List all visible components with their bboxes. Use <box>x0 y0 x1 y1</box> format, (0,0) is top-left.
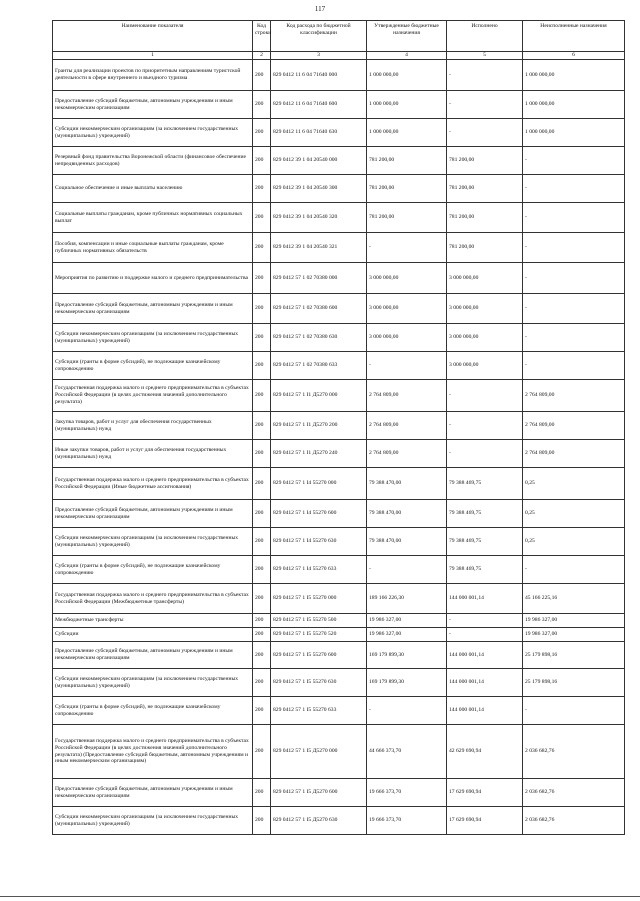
executed-amount-cell: 144 000 001,14 <box>447 642 523 669</box>
indicator-name-cell: Государственная поддержка малого и среднего предпринимательства в субъектах Российской Федерации (Межбюджетные трансферты) <box>53 584 253 614</box>
line-code-cell: 200 <box>253 697 271 725</box>
expense-code-cell: 829 0412 57 1 I4 55270 600 <box>271 500 367 528</box>
executed-amount-cell: - <box>447 91 523 119</box>
line-code-cell: 200 <box>253 614 271 628</box>
expense-code-cell: 829 0412 39 1 04 20540 300 <box>271 175 367 203</box>
table-row <box>53 556 625 584</box>
table-row <box>53 528 625 556</box>
table-row <box>53 380 625 412</box>
expense-code-cell: 829 0412 57 1 I1 Д5270 000 <box>271 380 367 412</box>
unexecuted-amount-cell: 2 764 809,00 <box>523 440 625 468</box>
approved-amount-cell: 189 166 226,30 <box>367 584 447 614</box>
expense-code-cell: 829 0412 39 1 04 20540 320 <box>271 203 367 233</box>
approved-amount-cell: 169 179 899,30 <box>367 642 447 669</box>
unexecuted-amount-cell: - <box>523 556 625 584</box>
approved-amount-cell: 79 388 470,00 <box>367 500 447 528</box>
approved-amount-cell: 19 666 373,70 <box>367 779 447 807</box>
line-code-cell: 200 <box>253 412 271 440</box>
line-code-cell: 200 <box>253 91 271 119</box>
line-code-cell: 200 <box>253 263 271 294</box>
indicator-name-cell: Субсидии (гранты в форме субсидий), не подлежащие казначейскому сопровождению <box>53 352 253 380</box>
approved-amount-cell: 2 764 809,00 <box>367 380 447 412</box>
executed-amount-cell: 781 200,00 <box>447 203 523 233</box>
expense-code-cell: 829 0412 57 1 I5 55270 000 <box>271 584 367 614</box>
expense-code-cell: 829 0412 11 6 04 71640 600 <box>271 91 367 119</box>
budget-execution-table <box>52 20 625 835</box>
indicator-name-cell: Предоставление субсидий бюджетным, автономным учреждениям и иным некоммерческим организациям <box>53 500 253 528</box>
expense-code-cell: 829 0412 57 1 I5 55270 633 <box>271 697 367 725</box>
line-code-cell: 200 <box>253 119 271 147</box>
indicator-name-cell: Предоставление субсидий бюджетным, автономным учреждениям и иным некоммерческим организациям <box>53 779 253 807</box>
table-row <box>53 352 625 380</box>
unexecuted-amount-cell: - <box>523 233 625 263</box>
expense-code-cell: 829 0412 11 6 04 71640 630 <box>271 119 367 147</box>
table-row <box>53 294 625 324</box>
indicator-name-cell: Предоставление субсидий бюджетным, автономным учреждениям и иным некоммерческим организациям <box>53 294 253 324</box>
indicator-name-cell: Государственная поддержка малого и среднего предпринимательства в субъектах Российской Федерации (в целях достижения значений дополнительного результата) <box>53 380 253 412</box>
table-row <box>53 91 625 119</box>
approved-amount-cell: 79 388 470,00 <box>367 528 447 556</box>
table-row <box>53 119 625 147</box>
indicator-name-cell: Субсидии (гранты в форме субсидий), не подлежащие казначейскому сопровождению <box>53 697 253 725</box>
line-code-cell: 200 <box>253 669 271 697</box>
approved-amount-cell: 169 179 899,30 <box>367 669 447 697</box>
approved-amount-cell: 3 000 000,00 <box>367 263 447 294</box>
approved-amount-cell: 2 764 809,00 <box>367 412 447 440</box>
table-row <box>53 440 625 468</box>
table-row <box>53 697 625 725</box>
column-number: 1 <box>53 52 253 60</box>
unexecuted-amount-cell: 1 000 000,00 <box>523 119 625 147</box>
approved-amount-cell: 2 764 809,00 <box>367 440 447 468</box>
executed-amount-cell: 144 000 001,14 <box>447 584 523 614</box>
page-number: 117 <box>314 5 326 13</box>
executed-amount-cell: 17 629 690,94 <box>447 807 523 835</box>
executed-amount-cell: - <box>447 614 523 628</box>
expense-code-cell: 829 0412 57 1 I5 55270 500 <box>271 614 367 628</box>
indicator-name-cell: Социальные выплаты гражданам, кроме публичных нормативных социальных выплат <box>53 203 253 233</box>
indicator-name-cell: Мероприятия по развитию и поддержке малого и среднего предпринимательства <box>53 263 253 294</box>
expense-code-cell: 829 0412 57 1 I5 Д5270 600 <box>271 779 367 807</box>
table-row <box>53 468 625 500</box>
executed-amount-cell: 42 629 690,94 <box>447 725 523 779</box>
expense-code-cell: 829 0412 57 1 02 70380 600 <box>271 294 367 324</box>
unexecuted-amount-cell: 1 000 000,00 <box>523 91 625 119</box>
indicator-name-cell: Иные закупки товаров, работ и услуг для обеспечения государственных (муниципальных) нужд <box>53 440 253 468</box>
executed-amount-cell: 3 000 000,00 <box>447 294 523 324</box>
unexecuted-amount-cell: - <box>523 203 625 233</box>
executed-amount-cell: 79 388 469,75 <box>447 500 523 528</box>
approved-amount-cell: 19 986 327,00 <box>367 628 447 642</box>
line-code-cell: 200 <box>253 779 271 807</box>
executed-amount-cell: - <box>447 380 523 412</box>
indicator-name-cell: Предоставление субсидий бюджетным, автономным учреждениям и иным некоммерческим организациям <box>53 642 253 669</box>
executed-amount-cell: 781 200,00 <box>447 233 523 263</box>
indicator-name-cell: Государственная поддержка малого и среднего предпринимательства в субъектах Российской Федерации (в целях достижения значений дополнительного результата) (Предоставление субсидий бюджетным, автономным учреждениям и иным некоммерческим организациям) <box>53 725 253 779</box>
executed-amount-cell: 3 000 000,00 <box>447 324 523 352</box>
indicator-name-cell: Гранты для реализации проектов по приоритетным направлениям туристской деятельности в сфере внутреннего и въездного туризма <box>53 60 253 91</box>
executed-amount-cell: - <box>447 412 523 440</box>
approved-amount-cell: - <box>367 352 447 380</box>
unexecuted-amount-cell: 1 000 000,00 <box>523 60 625 91</box>
unexecuted-amount-cell: 19 986 327,00 <box>523 614 625 628</box>
page-bottom-divider <box>0 896 640 897</box>
table-row <box>53 725 625 779</box>
header-unexecuted: Неисполненные назначения <box>523 21 625 52</box>
unexecuted-amount-cell: 19 986 327,00 <box>523 628 625 642</box>
approved-amount-cell: 781 200,00 <box>367 203 447 233</box>
executed-amount-cell: 3 000 000,00 <box>447 352 523 380</box>
line-code-cell: 200 <box>253 500 271 528</box>
executed-amount-cell: 781 200,00 <box>447 175 523 203</box>
expense-code-cell: 829 0412 57 1 I1 Д5270 240 <box>271 440 367 468</box>
unexecuted-amount-cell: 25 179 898,16 <box>523 669 625 697</box>
column-number: 4 <box>367 52 447 60</box>
table-row <box>53 263 625 294</box>
executed-amount-cell: - <box>447 440 523 468</box>
approved-amount-cell: 3 000 000,00 <box>367 294 447 324</box>
expense-code-cell: 829 0412 57 1 I5 Д5270 630 <box>271 807 367 835</box>
approved-amount-cell: 1 000 000,00 <box>367 91 447 119</box>
expense-code-cell: 829 0412 57 1 I5 55270 600 <box>271 642 367 669</box>
line-code-cell: 200 <box>253 528 271 556</box>
line-code-cell: 200 <box>253 725 271 779</box>
approved-amount-cell: 79 388 470,00 <box>367 468 447 500</box>
indicator-name-cell: Предоставление субсидий бюджетным, автономным учреждениям и иным некоммерческим организациям <box>53 91 253 119</box>
table-row <box>53 642 625 669</box>
header-executed: Исполнено <box>447 21 523 52</box>
unexecuted-amount-cell: 0,25 <box>523 468 625 500</box>
expense-code-cell: 829 0412 57 1 I4 55270 630 <box>271 528 367 556</box>
table-body <box>53 60 625 835</box>
column-number: 5 <box>447 52 523 60</box>
indicator-name-cell: Субсидии (гранты в форме субсидий), не подлежащие казначейскому сопровождению <box>53 556 253 584</box>
column-number: 6 <box>523 52 625 60</box>
approved-amount-cell: 3 000 000,00 <box>367 324 447 352</box>
executed-amount-cell: 781 200,00 <box>447 147 523 175</box>
line-code-cell: 200 <box>253 175 271 203</box>
unexecuted-amount-cell: 0,25 <box>523 500 625 528</box>
indicator-name-cell: Государственная поддержка малого и среднего предпринимательства в субъектах Российской Федерации (Иные бюджетные ассигнования) <box>53 468 253 500</box>
table-row <box>53 500 625 528</box>
unexecuted-amount-cell: - <box>523 147 625 175</box>
executed-amount-cell: 3 000 000,00 <box>447 263 523 294</box>
expense-code-cell: 829 0412 57 1 I5 55270 520 <box>271 628 367 642</box>
executed-amount-cell: 79 388 469,75 <box>447 556 523 584</box>
executed-amount-cell: - <box>447 119 523 147</box>
line-code-cell: 200 <box>253 556 271 584</box>
table-row <box>53 175 625 203</box>
approved-amount-cell: - <box>367 697 447 725</box>
approved-amount-cell: 1 000 000,00 <box>367 60 447 91</box>
executed-amount-cell: 79 388 469,75 <box>447 528 523 556</box>
executed-amount-cell: 17 629 690,94 <box>447 779 523 807</box>
line-code-cell: 200 <box>253 380 271 412</box>
table-row <box>53 614 625 628</box>
line-code-cell: 200 <box>253 203 271 233</box>
unexecuted-amount-cell: 45 166 225,16 <box>523 584 625 614</box>
approved-amount-cell: 19 986 327,00 <box>367 614 447 628</box>
table-row <box>53 412 625 440</box>
expense-code-cell: 829 0412 57 1 I5 Д5270 000 <box>271 725 367 779</box>
line-code-cell: 200 <box>253 584 271 614</box>
approved-amount-cell: 781 200,00 <box>367 175 447 203</box>
executed-amount-cell: 79 388 469,75 <box>447 468 523 500</box>
header-approved: Утвержденные бюджетные назначения <box>367 21 447 52</box>
table-row <box>53 779 625 807</box>
unexecuted-amount-cell: 25 179 898,16 <box>523 642 625 669</box>
unexecuted-amount-cell: 2 036 682,76 <box>523 725 625 779</box>
unexecuted-amount-cell: - <box>523 263 625 294</box>
unexecuted-amount-cell: - <box>523 324 625 352</box>
expense-code-cell: 829 0412 57 1 I4 55270 633 <box>271 556 367 584</box>
expense-code-cell: 829 0412 57 1 I5 55270 630 <box>271 669 367 697</box>
unexecuted-amount-cell: - <box>523 697 625 725</box>
line-code-cell: 200 <box>253 147 271 175</box>
expense-code-cell: 829 0412 57 1 I1 Д5270 200 <box>271 412 367 440</box>
header-row <box>53 21 625 52</box>
indicator-name-cell: Субсидии некоммерческим организациям (за исключением государственных (муниципальных) учреждений) <box>53 119 253 147</box>
indicator-name-cell: Субсидии некоммерческим организациям (за исключением государственных (муниципальных) учреждений) <box>53 324 253 352</box>
approved-amount-cell: 44 666 373,70 <box>367 725 447 779</box>
indicator-name-cell: Резервный фонд правительства Воронежской области (финансовое обеспечение непредвиденных расходов) <box>53 147 253 175</box>
unexecuted-amount-cell: - <box>523 352 625 380</box>
executed-amount-cell: - <box>447 628 523 642</box>
column-number-row <box>53 52 625 60</box>
line-code-cell: 200 <box>253 60 271 91</box>
expense-code-cell: 829 0412 57 1 02 70380 633 <box>271 352 367 380</box>
line-code-cell: 200 <box>253 468 271 500</box>
table-row <box>53 324 625 352</box>
column-number: 3 <box>271 52 367 60</box>
unexecuted-amount-cell: 0,25 <box>523 528 625 556</box>
line-code-cell: 200 <box>253 352 271 380</box>
approved-amount-cell: - <box>367 233 447 263</box>
table-row <box>53 669 625 697</box>
line-code-cell: 200 <box>253 324 271 352</box>
approved-amount-cell: 781 200,00 <box>367 147 447 175</box>
indicator-name-cell: Субсидии некоммерческим организациям (за исключением государственных (муниципальных) учреждений) <box>53 669 253 697</box>
executed-amount-cell: 144 000 001,14 <box>447 697 523 725</box>
indicator-name-cell: Закупка товаров, работ и услуг для обеспечения государственных (муниципальных) нужд <box>53 412 253 440</box>
line-code-cell: 200 <box>253 628 271 642</box>
table-row <box>53 147 625 175</box>
executed-amount-cell: - <box>447 60 523 91</box>
expense-code-cell: 829 0412 57 1 I4 55270 000 <box>271 468 367 500</box>
expense-code-cell: 829 0412 57 1 02 70380 630 <box>271 324 367 352</box>
indicator-name-cell: Социальное обеспечение и иные выплаты населению <box>53 175 253 203</box>
table-row <box>53 807 625 835</box>
approved-amount-cell: 1 000 000,00 <box>367 119 447 147</box>
executed-amount-cell: 144 000 001,14 <box>447 669 523 697</box>
expense-code-cell: 829 0412 57 1 02 70380 000 <box>271 263 367 294</box>
unexecuted-amount-cell: 2 036 682,76 <box>523 807 625 835</box>
header-line-code: Код строки <box>253 21 271 52</box>
unexecuted-amount-cell: - <box>523 294 625 324</box>
unexecuted-amount-cell: 2 764 809,00 <box>523 412 625 440</box>
approved-amount-cell: - <box>367 556 447 584</box>
unexecuted-amount-cell: 2 764 809,00 <box>523 380 625 412</box>
expense-code-cell: 829 0412 11 6 04 71640 000 <box>271 60 367 91</box>
unexecuted-amount-cell: - <box>523 175 625 203</box>
line-code-cell: 200 <box>253 233 271 263</box>
indicator-name-cell: Субсидии <box>53 628 253 642</box>
table-row <box>53 233 625 263</box>
indicator-name-cell: Межбюджетные трансферты <box>53 614 253 628</box>
table-row <box>53 203 625 233</box>
expense-code-cell: 829 0412 39 1 04 20540 321 <box>271 233 367 263</box>
line-code-cell: 200 <box>253 807 271 835</box>
indicator-name-cell: Пособия, компенсации и иные социальные выплаты гражданам, кроме публичных нормативных обязательств <box>53 233 253 263</box>
header-expense-code: Код расхода по бюджетной классификации <box>271 21 367 52</box>
line-code-cell: 200 <box>253 440 271 468</box>
unexecuted-amount-cell: 2 036 682,76 <box>523 779 625 807</box>
line-code-cell: 200 <box>253 642 271 669</box>
expense-code-cell: 829 0412 39 1 04 20540 000 <box>271 147 367 175</box>
column-number: 2 <box>253 52 271 60</box>
table-row <box>53 628 625 642</box>
line-code-cell: 200 <box>253 294 271 324</box>
approved-amount-cell: 19 666 373,70 <box>367 807 447 835</box>
table-row <box>53 584 625 614</box>
table-row <box>53 60 625 91</box>
indicator-name-cell: Субсидии некоммерческим организациям (за исключением государственных (муниципальных) учреждений) <box>53 528 253 556</box>
header-indicator-name: Наименование показателя <box>53 21 253 52</box>
indicator-name-cell: Субсидии некоммерческим организациям (за исключением государственных (муниципальных) учреждений) <box>53 807 253 835</box>
